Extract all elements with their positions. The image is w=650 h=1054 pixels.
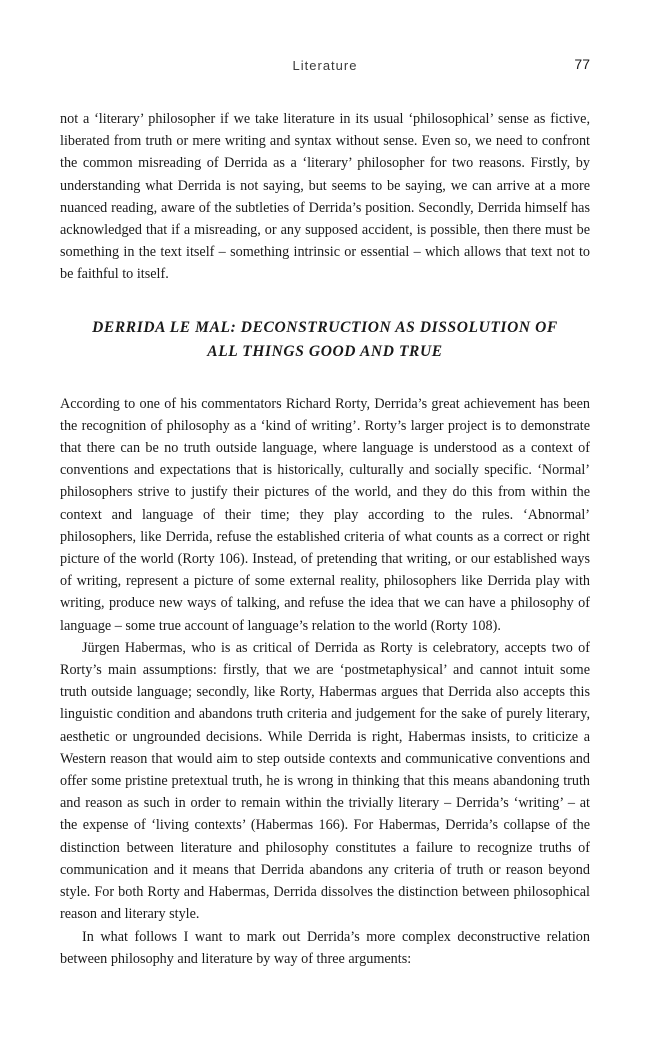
paragraph-habermas: Jürgen Habermas, who is as critical of Derrida as Rorty is celebratory, accepts two of Rorty’s main assumptions: firstly, that we are ‘postmetaphysical’ and cannot intuit some truth outside language; secondly, like Rorty, Habermas argues that Derrida also accepts this linguistic condition and abandons truth criteria and judgement for the sake of purely literary, aesthetic or ungrounded decisions. While Derrida is right, Habermas insists, to criticize a Western reason that would aim to step outside contexts and communicative conventions and offer some pristine pretextual truth, he is wrong in thinking that this means abandoning truth and reason as such in order to remain within the trivially literary – Derrida’s ‘writing’ – at the expense of ‘living contexts’ (Habermas 166). For Habermas, Derrida’s collapse of the distinction between literature and philosophy constitutes a failure to recognize truths of communication and it means that Derrida abandons any criteria of truth or reason beyond style. For both Rorty and Habermas, Derrida dissolves the distinction between philosophical reason and literary style. — [60, 639, 590, 923]
section-heading-line-1: DERRIDA LE MAL: DECONSTRUCTION AS DISSOLUTION OF — [92, 318, 558, 336]
paragraph-three-arguments: In what follows I want to mark out Derrida’s more complex deconstructive relation between philosophy and literature by way of three arguments: — [60, 928, 590, 967]
running-header — [60, 48, 590, 78]
body-text-after-heading — [60, 393, 590, 970]
paragraph-continued: not a ‘literary’ philosopher if we take literature in its usual ‘philosophical’ sense as fictive, liberated from truth or mere writing and syntax without sense. Even so, we need to confront the common misreading of Derrida as a ‘literary’ philosopher for two reasons. Firstly, by understanding what Derrida is not saying, but seems to be saying, we can arrive at a more nuanced reading, aware of the subtleties of Derrida’s position. Secondly, Derrida himself has acknowledged that if a misreading, or any supposed accident, is possible, then there must be something in the text itself – something intrinsic or essential – which allows that text not to be faithful to itself. — [60, 111, 590, 283]
book-page — [60, 48, 590, 970]
page-number: 77 — [574, 56, 590, 72]
body-text-before-heading — [60, 108, 590, 286]
section-heading-line-2: ALL THINGS GOOD AND TRUE — [207, 342, 443, 360]
running-title: Literature — [292, 58, 358, 73]
section-heading — [60, 316, 590, 364]
paragraph-rorty: According to one of his commentators Richard Rorty, Derrida’s great achievement has been the recognition of philosophy as a ‘kind of writing’. Rorty’s larger project is to demonstrate that there can be no truth outside language, where language is understood as a context of conventions and expectations that is historically, culturally and socially specific. ‘Normal’ philosophers strive to justify their pictures of the world, and they do this from within the context and language of their time; they play according to the rules. ‘Abnormal’ philosophers, like Derrida, refuse the established criteria of what counts as a correct or right picture of the world (Rorty 106). Instead, of pretending that writing, or our established ways of writing, represent a picture of some external reality, philosophers like Derrida play with writing, produce new ways of talking, and refuse the idea that we can have a philosophy of language – some true account of language’s relation to the world (Rorty 108). — [60, 395, 590, 634]
